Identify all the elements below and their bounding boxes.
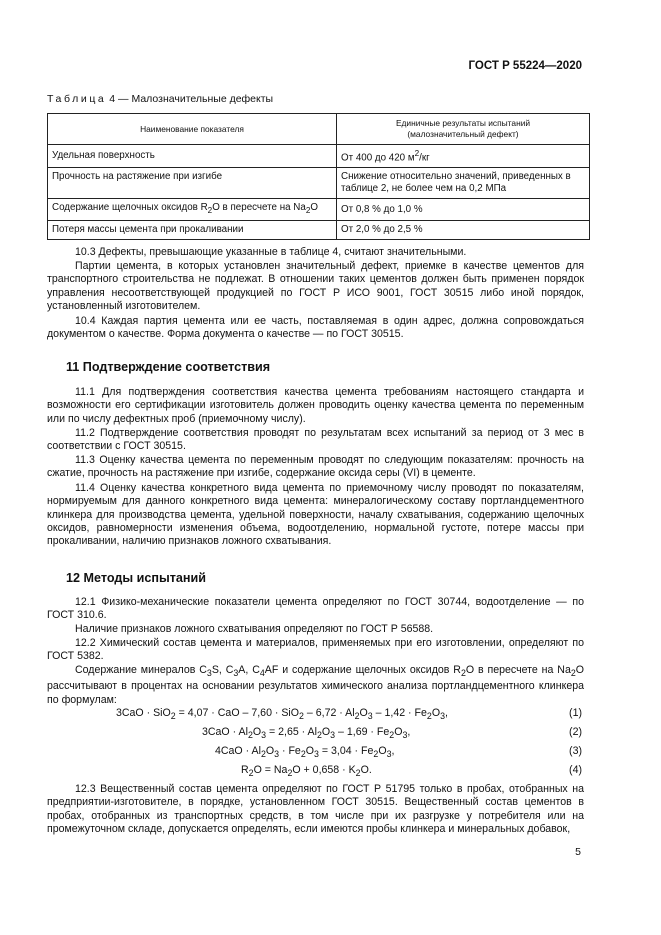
defects-table — [47, 113, 590, 240]
col-header-results-line1: Единичные результаты испытаний — [395, 118, 531, 128]
page-number: 5 — [575, 846, 581, 858]
paragraph-12-2-cont — [47, 664, 584, 707]
col-header-results-line2: (малозначительный дефект) — [407, 129, 519, 139]
table-row — [48, 168, 590, 199]
text-part: A, C — [238, 664, 260, 676]
paragraph-11-4: 11.4 Оценку качества конкретного вида цемента по приемочному числу проводят по показателям, нормируемым для данного конкретного вида цемента: минералогическому составу портландцементного клинкера для производства цемента, удельной поверхности, началу схватывания, содержанию щелочных оксидов, равномерности изменения объема, водоотделению, нормальной густоте, потере массы при прокаливании, наличию признаков ложного схватывания. — [47, 482, 584, 548]
paragraph-12-1-cont: Наличие признаков ложного схватывания определяют по ГОСТ Р 56588. — [75, 623, 434, 635]
subscript: 2 — [207, 206, 213, 216]
row-value-line2: таблице 2, не более чем на 0,2 МПа — [341, 183, 507, 195]
paragraph-11-2: 11.2 Подтверждение соответствия проводят по результатам всех испытаний за период от 3 мес в соответствии с ГОСТ 30515. — [47, 427, 584, 453]
paragraph-12-2: 12.2 Химический состав цемента и материалов, применяемых при его изготовлении, определяют по ГОСТ 5382. — [47, 637, 584, 663]
equation-4 — [47, 762, 584, 778]
equation-2 — [47, 724, 584, 740]
table-row — [48, 145, 590, 168]
paragraph-10-3-cont: Партии цемента, в которых установлен значительный дефект, приемке в качестве цементов для транспортного строительства не подлежат. В отношении таких цементов должен быть применен порядок управления несоответствующей продукцией по ГОСТ Р ИСО 9001, ГОСТ 30515 либо иной порядок, установленный изготовителем. — [47, 260, 584, 312]
row-value-line1: Снижение относительно значений, приведенных в — [341, 171, 571, 183]
table-caption-prefix: Таблица — [47, 93, 107, 105]
text-part: O — [310, 202, 318, 214]
row-value-text: От 400 до 420 м — [341, 152, 415, 164]
equation-3 — [47, 743, 584, 759]
paragraph-11-3: 11.3 Оценку качества цемента по переменным проводят по следующим показателям: прочность на сжатие, прочность на растяжение при изгибе, содержание оксида серы (VI) в цементе. — [47, 454, 584, 480]
row-name — [48, 199, 337, 221]
text-part: O рассчитывают в процентах на основании результатов химического анализа портландцементного клинкера по формулам: — [47, 664, 585, 706]
text-part: O в пересчете на Na — [212, 202, 306, 214]
document-id: ГОСТ Р 55224—2020 — [468, 60, 582, 72]
equation-expression: 3CaO · SiO$_2$ = 4,07 · CaO – $7,60 \cdot SiO_2 - 6,72 \cdot Al_2O_3 - 1,42 \cdot Fe_2O_3$, — [116, 707, 448, 722]
table-row — [48, 199, 590, 221]
equation-number: (3) — [569, 745, 582, 757]
text-part: O в пересчете на Na — [465, 664, 571, 676]
paragraph-10-3: 10.3 Дефекты, превышающие указанные в таблице 4, считают значительными. — [75, 246, 467, 258]
text-part: S, C — [211, 664, 234, 676]
row-value: От 2,0 % до 2,5 % — [337, 221, 590, 240]
table-caption-title: 4 — Малозначительные дефекты — [106, 93, 274, 105]
subscript: 2 — [460, 668, 466, 679]
equation-1 — [47, 705, 584, 721]
row-name: Прочность на растяжение при изгибе — [48, 168, 337, 199]
col-header-results — [337, 114, 590, 145]
paragraph-12-3: 12.3 Вещественный состав цемента определяют по ГОСТ Р 51795 только в пробах, отобранных на предприятии-изготовителе, в порядке, установленном ГОСТ 30515. Вещественный состав цементов в пробах, отобранных из транспортных средств, в том числе при их разгрузке у потребителя или на промежуточном складе, допускается определять, если имеются пробы клинкера и минеральных добавок, — [47, 783, 584, 835]
paragraph-10-4: 10.4 Каждая партия цемента или ее часть, поставляемая в один адрес, должна сопровождаться документом о качестве. Форма документа о качестве — по ГОСТ 30515. — [47, 315, 584, 341]
equation-expression: $3CaO \cdot Al_2O_3 = 2,65 \cdot Al_2O_3 - 1,69 \cdot Fe_2O_3$, — [202, 726, 411, 741]
equation-expression: $R_2O = Na_2O + 0,658 \cdot K_2O$. — [241, 764, 372, 779]
row-value — [337, 168, 590, 199]
subscript: 3 — [233, 668, 239, 679]
row-value: От 0,8 % до 1,0 % — [337, 199, 590, 221]
subscript: 4 — [259, 668, 265, 679]
row-value-unit: /кг — [419, 152, 430, 164]
paragraph-11-1: 11.1 Для подтверждения соответствия качества цемента требованиям настоящего стандарта и возможности его сертификации изготовитель должен проводить оценку качества цемента по переменным или по числу дефектных проб (приемочному числу). — [47, 386, 584, 425]
table-header-row — [48, 114, 590, 145]
row-value — [337, 145, 590, 168]
row-name: Потеря массы цемента при прокаливании — [48, 221, 337, 240]
equation-expression: $4CaO \cdot Al_2O_3 \cdot Fe_2O_3 = 3,04 \cdot Fe_2O_3$, — [215, 745, 395, 760]
section-title-11: 11 Подтверждение соответствия — [66, 360, 271, 374]
text-part: Содержание щелочных оксидов R — [52, 202, 208, 214]
superscript: 2 — [414, 149, 420, 158]
text-part: AF и содержание щелочных оксидов R — [264, 664, 461, 676]
table-row — [48, 221, 590, 240]
section-title-12: 12 Методы испытаний — [66, 571, 206, 585]
equation-number: (2) — [569, 726, 582, 738]
row-name: Удельная поверхность — [48, 145, 337, 168]
subscript: 2 — [570, 668, 576, 679]
equation-number: (1) — [569, 707, 582, 719]
table-caption — [47, 93, 273, 105]
text-part: Содержание минералов C — [75, 664, 207, 676]
equation-number: (4) — [569, 764, 582, 776]
col-header-indicator: Наименование показателя — [48, 114, 337, 145]
subscript: 2 — [305, 206, 311, 216]
paragraph-12-1: 12.1 Физико-механические показатели цемента определяют по ГОСТ 30744, водоотделение — по ГОСТ 310.6. — [47, 596, 584, 622]
subscript: 3 — [206, 668, 212, 679]
